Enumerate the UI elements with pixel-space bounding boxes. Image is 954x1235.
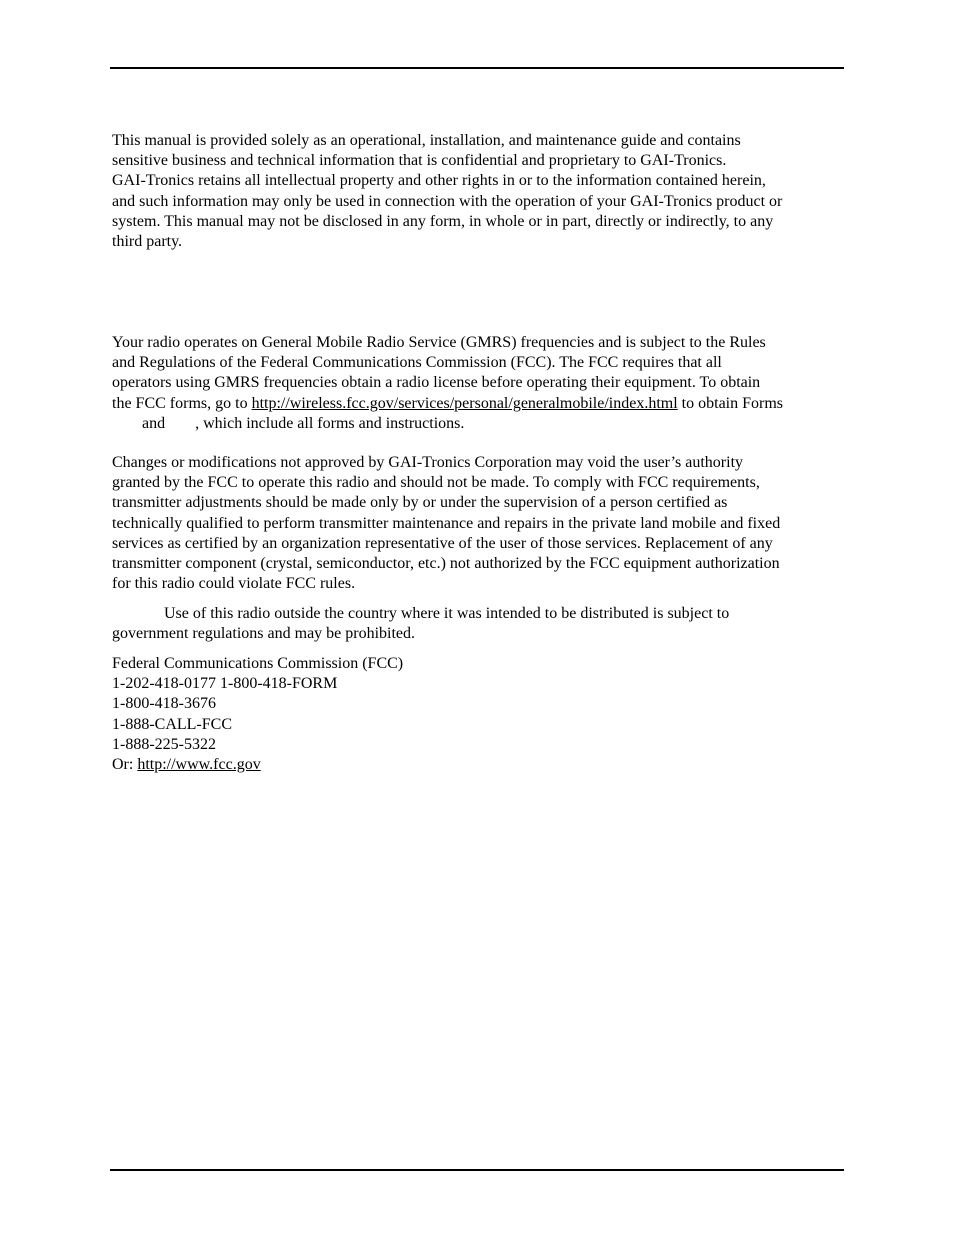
confidentiality-line: system. This manual may not be disclosed in any form, in whole or in part, directly or indirectly, to any: [112, 212, 774, 230]
modifications-line: transmitter adjustments should be made only by or under the supervision of a person certified as: [112, 494, 728, 512]
gmrs-line-text: the FCC forms, go to: [112, 394, 252, 412]
gmrs-and-text: and: [142, 414, 166, 432]
fcc-phone: 1-888-CALL-FCC: [112, 715, 232, 733]
footer-rule: [110, 1169, 844, 1171]
confidentiality-line: This manual is provided solely as an operational, installation, and maintenance guide and contains: [112, 132, 741, 149]
fcc-website-prefix: Or:: [112, 756, 138, 774]
outside-use-paragraph: [112, 604, 847, 644]
fcc-phone: 1-800-418-3676: [112, 695, 216, 713]
modifications-paragraph: [112, 453, 847, 594]
fcc-phone: 1-888-225-5322: [112, 735, 216, 753]
fcc-gmrs-link[interactable]: http://wireless.fcc.gov/services/personal/generalmobile/index.html: [251, 394, 678, 412]
fcc-contact-name: Federal Communications Commission (FCC): [112, 655, 404, 672]
gmrs-line: Your radio operates on General Mobile Radio Service (GMRS) frequencies and is subject to the Rules: [112, 334, 766, 351]
gmrs-line: [112, 414, 847, 434]
gmrs-line-text: to obtain Forms: [677, 394, 784, 412]
modifications-line: Changes or modifications not approved by GAI-Tronics Corporation may void the user’s authority: [112, 454, 744, 471]
modifications-line: technically qualified to perform transmitter maintenance and repairs in the private land mobile and fixed: [112, 514, 781, 532]
modifications-line: granted by the FCC to operate this radio and should not be made. To comply with FCC requirements,: [112, 474, 760, 492]
gmrs-line-text: , which include all forms and instructions.: [195, 414, 465, 432]
confidentiality-line: sensitive business and technical information that is confidential and proprietary to GAI-Tronics.: [112, 152, 727, 170]
modifications-line: transmitter component (crystal, semiconductor, etc.) not authorized by the FCC equipment authorization: [112, 555, 780, 573]
confidentiality-paragraph: [112, 131, 847, 252]
gmrs-line: [112, 394, 847, 414]
gmrs-paragraph: [112, 333, 847, 434]
fcc-website-line: [112, 755, 847, 775]
gmrs-line: and Regulations of the Federal Communications Commission (FCC). The FCC requires that all: [112, 354, 722, 372]
modifications-line: services as certified by an organization representative of the user of those services. Replacement of any: [112, 534, 773, 552]
fcc-contact-block: [112, 654, 847, 775]
outside-use-line: Use of this radio outside the country where it was intended to be distributed is subject to: [164, 605, 730, 622]
confidentiality-line: GAI-Tronics retains all intellectual property and other rights in or to the information contained herein,: [112, 172, 766, 190]
gmrs-line: operators using GMRS frequencies obtain a radio license before operating their equipment. To obtain: [112, 374, 761, 392]
outside-use-line: government regulations and may be prohibited.: [112, 625, 416, 643]
confidentiality-line: third party.: [112, 233, 183, 251]
header-rule: [110, 67, 844, 69]
confidentiality-line: and such information may only be used in connection with the operation of your GAI-Tronics product or: [112, 192, 783, 210]
fcc-website-link[interactable]: http://www.fcc.gov: [137, 756, 261, 774]
fcc-phone: 1-202-418-0177 1-800-418-FORM: [112, 675, 338, 693]
modifications-line: for this radio could violate FCC rules.: [112, 575, 356, 593]
